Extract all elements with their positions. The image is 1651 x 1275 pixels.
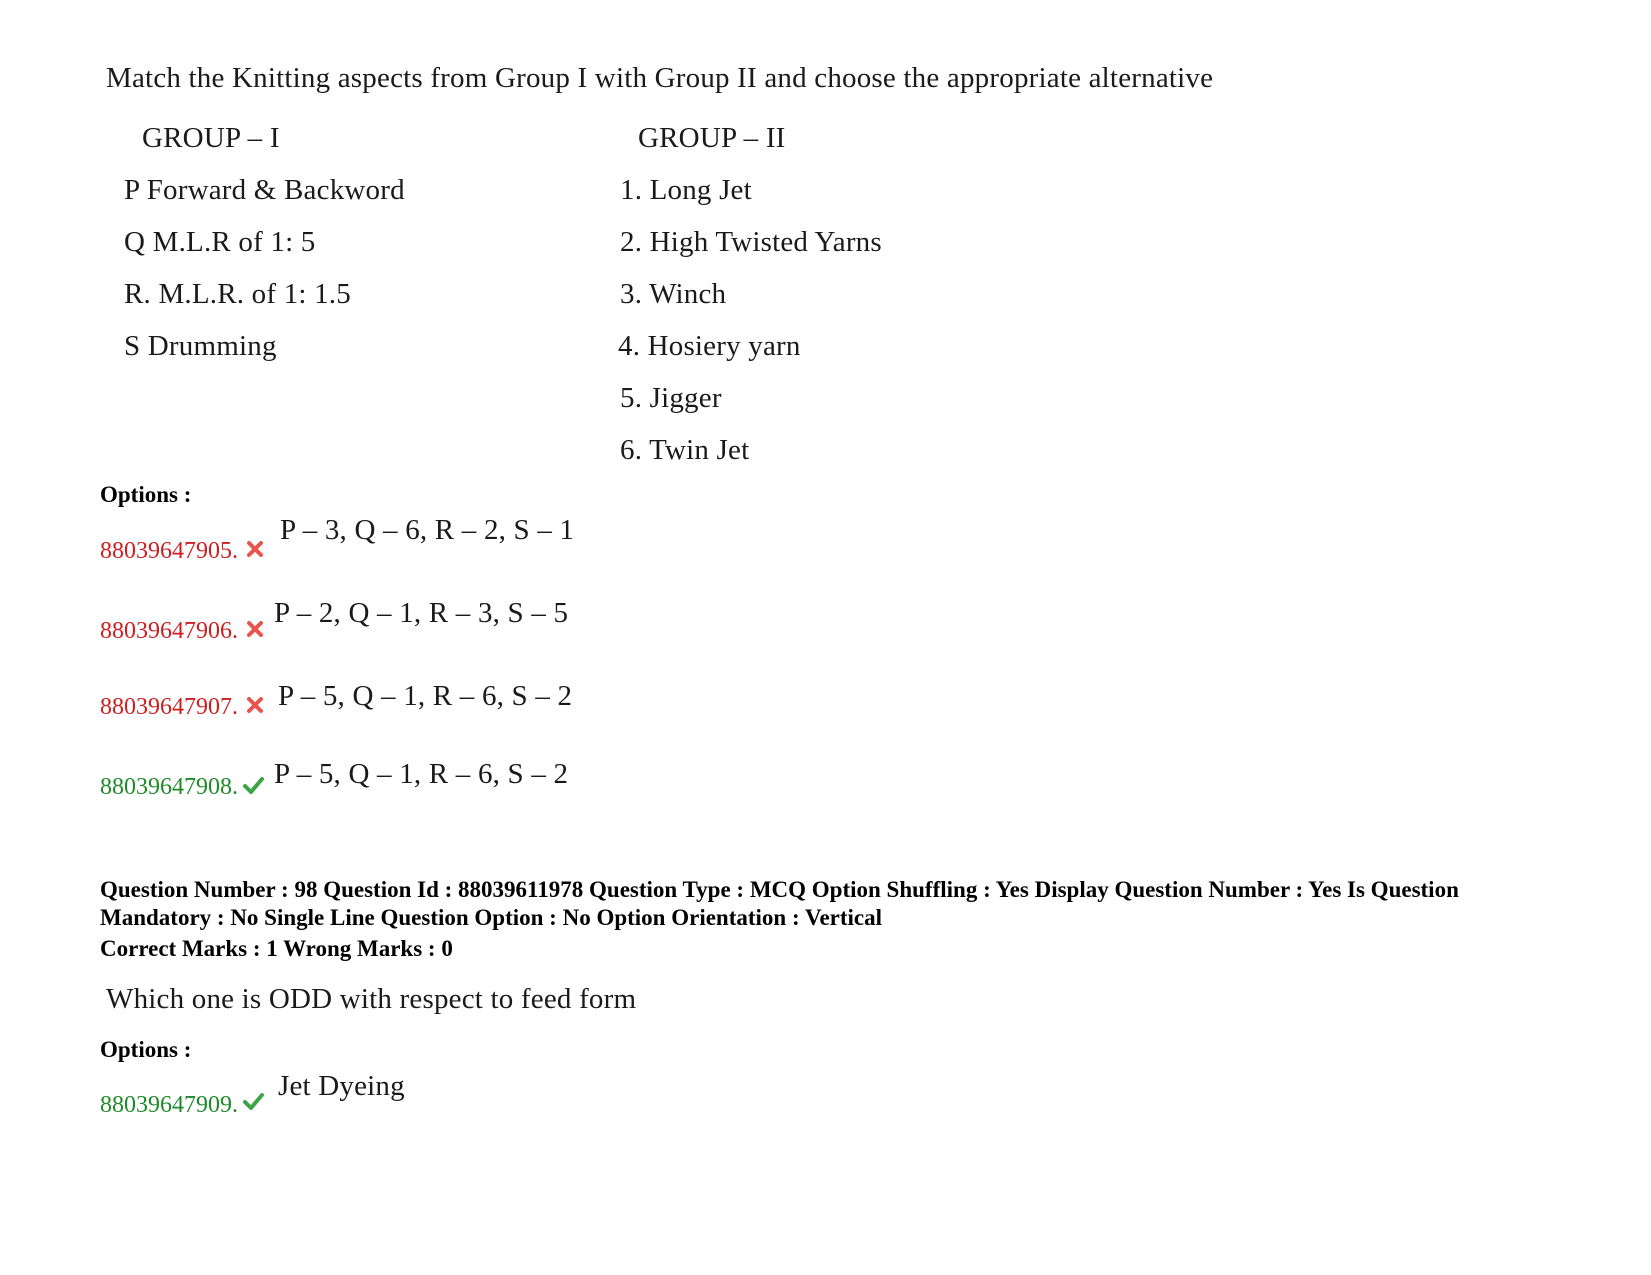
option-id: 88039647905. <box>100 538 238 564</box>
option-id: 88039647909. <box>100 1092 238 1118</box>
option-text: P – 3, Q – 6, R – 2, S – 1 <box>280 514 575 546</box>
cross-icon <box>244 694 266 716</box>
group-2-item: 2. High Twisted Yarns <box>620 226 882 258</box>
group-2-item: 1. Long Jet <box>620 174 752 206</box>
group-1-item: R. M.L.R. of 1: 1.5 <box>124 278 351 310</box>
group-1-header: GROUP – I <box>142 122 280 154</box>
check-icon <box>242 774 264 796</box>
group-2-item: 6. Twin Jet <box>620 434 750 466</box>
cross-icon <box>244 618 266 640</box>
group-2-header: GROUP – II <box>638 122 786 154</box>
option-id: 88039647906. <box>100 618 238 644</box>
option-id: 88039647908. <box>100 774 238 800</box>
option-text: P – 2, Q – 1, R – 3, S – 5 <box>274 597 569 629</box>
cross-icon <box>244 538 266 560</box>
marks-info: Correct Marks : 1 Wrong Marks : 0 <box>100 936 453 961</box>
group-2-item: 5. Jigger <box>620 382 722 414</box>
question-stem: Which one is ODD with respect to feed form <box>106 983 637 1015</box>
option-text: P – 5, Q – 1, R – 6, S – 2 <box>278 680 573 712</box>
group-1-item: P Forward & Backword <box>124 174 405 206</box>
question-meta: Question Number : 98 Question Id : 88039611978 Question Type : MCQ Option Shuffling : Yes Display Question Number : Yes Is Question Mandatory : No Single Line Question Option : No Option Orientation : Vertical <box>100 877 1459 930</box>
option-text: P – 5, Q – 1, R – 6, S – 2 <box>274 758 569 790</box>
group-2-item: 3. Winch <box>620 278 727 310</box>
group-2-item: 4. Hosiery yarn <box>618 330 801 362</box>
question-stem: Match the Knitting aspects from Group I with Group II and choose the appropriate alternative <box>106 62 1214 94</box>
option-id: 88039647907. <box>100 694 238 720</box>
options-label: Options : <box>100 1037 192 1062</box>
group-1-item: S Drumming <box>124 330 277 362</box>
option-text: Jet Dyeing <box>278 1070 405 1102</box>
check-icon <box>242 1090 264 1112</box>
group-1-item: Q M.L.R of 1: 5 <box>124 226 316 258</box>
options-label: Options : <box>100 482 192 507</box>
